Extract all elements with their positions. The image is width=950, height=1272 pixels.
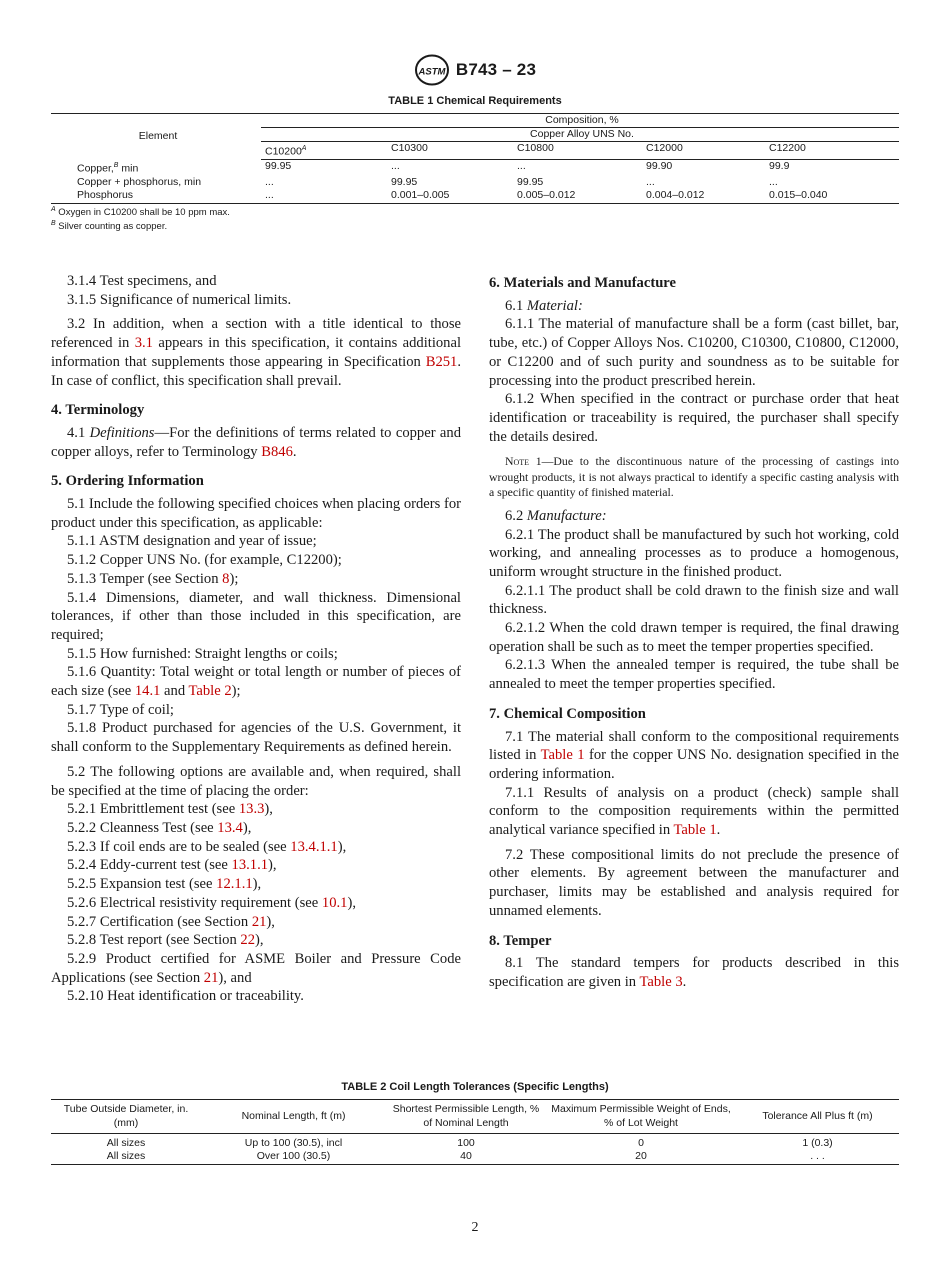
astm-logo-icon [414,54,450,86]
para-6-2-1-2: 6.2.1.2 When the cold drawn temper is required, the final drawing operation shall be such as to meet the temper properties specified. [489,620,899,655]
ref-link[interactable]: 8 [222,570,230,587]
table1-title: TABLE 1 Chemical Requirements [388,95,562,107]
section-heading: 8. Temper [489,932,552,949]
para-5-1-1: 5.1.1 ASTM designation and year of issue; [67,533,317,550]
table-row: Copper,$^B$ min 99.95 ... ... 99.90 99.9 [77,159,790,175]
section-heading: 6. Materials and Manufacture [489,275,676,291]
ref-link[interactable]: 14.1 [134,683,161,700]
para-5-1-5: 5.1.5 How furnished: Straight lengths or coils; [67,645,338,662]
table2-header: Maximum Permissible Weight of Ends, % of Lot Weight [546,1100,736,1134]
para-5-2: 5.2 The following options are available and, when required, shall be specified at the time of placing the order: [51,763,461,799]
table-row: Copper + phosphorus, min ... 99.95 99.95 ... ... [77,175,778,188]
para-6-2-1: 6.2.1 The product shall be manufactured by such hot working, cold working, and annealing processes as to produce a homogenous, uniform wrought structure in the finished product. [489,526,899,580]
section-heading: 4. Terminology [51,402,145,419]
ref-link[interactable]: 12.1.1 [216,876,253,893]
para-5-1-8: 5.1.8 Product purchased for agencies of the U.S. Government, it shall conform to the Supplementary Requirements as defined herein. [51,720,461,756]
table2-header: Shortest Permissible Length, % of Nominal Length [386,1100,546,1134]
table2-header: Tolerance All Plus ft (m) [736,1100,899,1134]
ref-link[interactable]: Table 1 [673,822,717,839]
para-5-2-2: 5.2.2 Cleanness Test (see 13.4), [67,819,252,836]
para-8-1: 8.1 The standard tempers for products described in this specification are given in Table 3. [489,955,899,990]
document-id: B743 – 23 [455,60,537,79]
table1-element-header: Element [51,114,261,160]
ref-link[interactable]: 3.1 [134,335,153,352]
para-5-2-10: 5.2.10 Heat identification or traceability. [67,988,304,1005]
para-5-2-1: 5.2.1 Embrittlement test (see 13.3), [67,801,273,818]
ref-link[interactable]: 21 [251,913,267,930]
svg-text:ASTM: ASTM [418,66,446,78]
para-3-1-4: 3.1.4 Test specimens, and [67,273,217,289]
para-6-2-1-1: 6.2.1.1 The product shall be cold drawn to the finish size and wall thickness. [489,582,899,618]
right-column [489,272,899,992]
table1-alloy-c12000: C12000 [642,142,765,160]
para-4-1: 4.1 Definitions—For the definitions of terms related to copper and copper alloys, refer to Terminology B846. [51,424,462,460]
para-5-2-3: 5.2.3 If coil ends are to be sealed (see 13.4.1.1), [67,838,347,855]
ref-link[interactable]: 13.1.1 [231,857,269,874]
para-5-2-5: 5.2.5 Expansion test (see 12.1.1), [67,876,262,893]
table1-alloy-header: Copper Alloy UNS No. [261,128,899,142]
para-7-1-1: 7.1.1 Results of analysis on a product (check) sample shall conform to the composition requirements within the permitted analytical variance specified in Table 1. [489,784,899,839]
para-3-1-5: 3.1.5 Significance of numerical limits. [67,291,292,308]
ref-link[interactable]: 13.4.1.1 [290,838,338,855]
para-5-1-7: 5.1.7 Type of coil; [67,701,174,718]
para-6-2-1-3: 6.2.1.3 When the annealed temper is required, the tube shall be annealed to meet the temper properties specified. [489,657,899,693]
table1-footnote-b: $^B$ Silver counting as copper. [51,220,168,233]
para-5-2-6: 5.2.6 Electrical resistivity requirement (see 10.1), [67,894,356,911]
ref-link[interactable]: Table 3 [639,974,683,990]
ref-link[interactable]: 21 [203,969,219,986]
para-7-2: 7.2 These compositional limits do not preclude the presence of other elements. By agreement between the manufacturer and purchaser, limits may be established and analysis required for unnamed elements. [489,846,899,919]
para-6-1-1: 6.1.1 The material of manufacture shall be a form (cast billet, bar, tube, etc.) of Copper Alloys Nos. C10200, C10300, C10800, C12000, or C12200 and of such purity and soundness as to be suitable for processing into the product prescribed herein. [489,316,899,389]
ref-link[interactable]: 13.3 [238,801,265,818]
para-5-1-4: 5.1.4 Dimensions, diameter, and wall thickness. Dimensional tolerances, if other than those included in this specification, are required; [51,589,461,643]
section-heading: 7. Chemical Composition [489,705,646,722]
ref-link[interactable]: B846 [261,443,293,460]
ref-link[interactable]: 22 [240,932,255,949]
left-column [51,272,461,1006]
table2-header: Tube Outside Diameter, in. (mm) [51,1100,201,1134]
para-6-1-2: 6.1.2 When specified in the contract or purchase order that heat identification or traceability is required, the purchaser shall specify the details desired. [489,391,899,445]
note-1: Note 1—Due to the discontinuous nature of the processing of castings into wrought products, it is not always practical to identify a specific casting analysis with a specific quantity of finished material. [489,454,899,500]
table2-title: TABLE 2 Coil Length Tolerances (Specific Lengths) [341,1081,609,1093]
para-5-1-6: 5.1.6 Quantity: Total weight or total length or number of pieces of each size (see 14.1 and Table 2); [51,664,461,700]
table1-chemical-requirements [51,113,899,204]
page-header [0,54,950,86]
ref-link[interactable]: B251 [425,353,458,370]
table2-coil-length-tolerances [51,1099,899,1165]
table2-header: Nominal Length, ft (m) [201,1100,386,1134]
para-5-1-2: 5.1.2 Copper UNS No. (for example, C12200); [67,552,342,569]
table-row: Phosphorus ... 0.001–0.005 0.005–0.012 0.004–0.012 0.015–0.040 [51,189,899,204]
table1-footnote-a: $^A$ Oxygen in C10200 shall be 10 ppm max. [51,206,230,219]
ref-link[interactable]: Table 1 [540,747,585,764]
para-6-1: 6.1 Material: [505,297,583,314]
para-5-2-7: 5.2.7 Certification (see Section 21), [67,913,275,930]
table1-alloy-c10200: $C10200^A$ [261,142,387,160]
table1-alloy-c10800: C10800 [513,142,642,160]
para-6-2: 6.2 Manufacture: [505,507,607,524]
ref-link[interactable]: 13.4 [217,819,243,836]
ref-link[interactable]: Table 2 [188,683,232,700]
table1-composition-header: Composition, % [261,114,899,128]
para-5-2-9: 5.2.9 Product certified for ASME Boiler and Pressure Code Applications (see Section 21), and [51,950,461,986]
table1-alloy-c12200: C12200 [765,142,899,160]
para-3-2: 3.2 In addition, when a section with a title identical to those referenced in 3.1 appears in this specification, it contains additional information that supplements those appearing in Specification B251. In case of conflict, this specification shall prevail. [51,316,461,389]
table1-alloy-c10300: C10300 [387,142,513,160]
ref-link[interactable]: 10.1 [321,894,348,911]
table-row: All sizes Up to 100 (30.5), incl 100 0 1 (0.3) [106,1137,833,1149]
para-5-1-3: 5.1.3 Temper (see Section 8); [67,570,239,587]
section-heading: 5. Ordering Information [51,473,204,490]
para-5-2-8: 5.2.8 Test report (see Section 22), [67,932,264,949]
para-5-2-4: 5.2.4 Eddy-current test (see 13.1.1), [67,857,277,874]
page-number: 2 [471,1220,479,1235]
para-5-1: 5.1 Include the following specified choices when placing orders for product under this specification, as applicable: [51,496,461,531]
para-7-1: 7.1 The material shall conform to the compositional requirements listed in Table 1 for the copper UNS No. designation specified in the ordering information. [489,728,899,782]
table-row: All sizes Over 100 (30.5) 40 20 . . . [51,1150,899,1165]
